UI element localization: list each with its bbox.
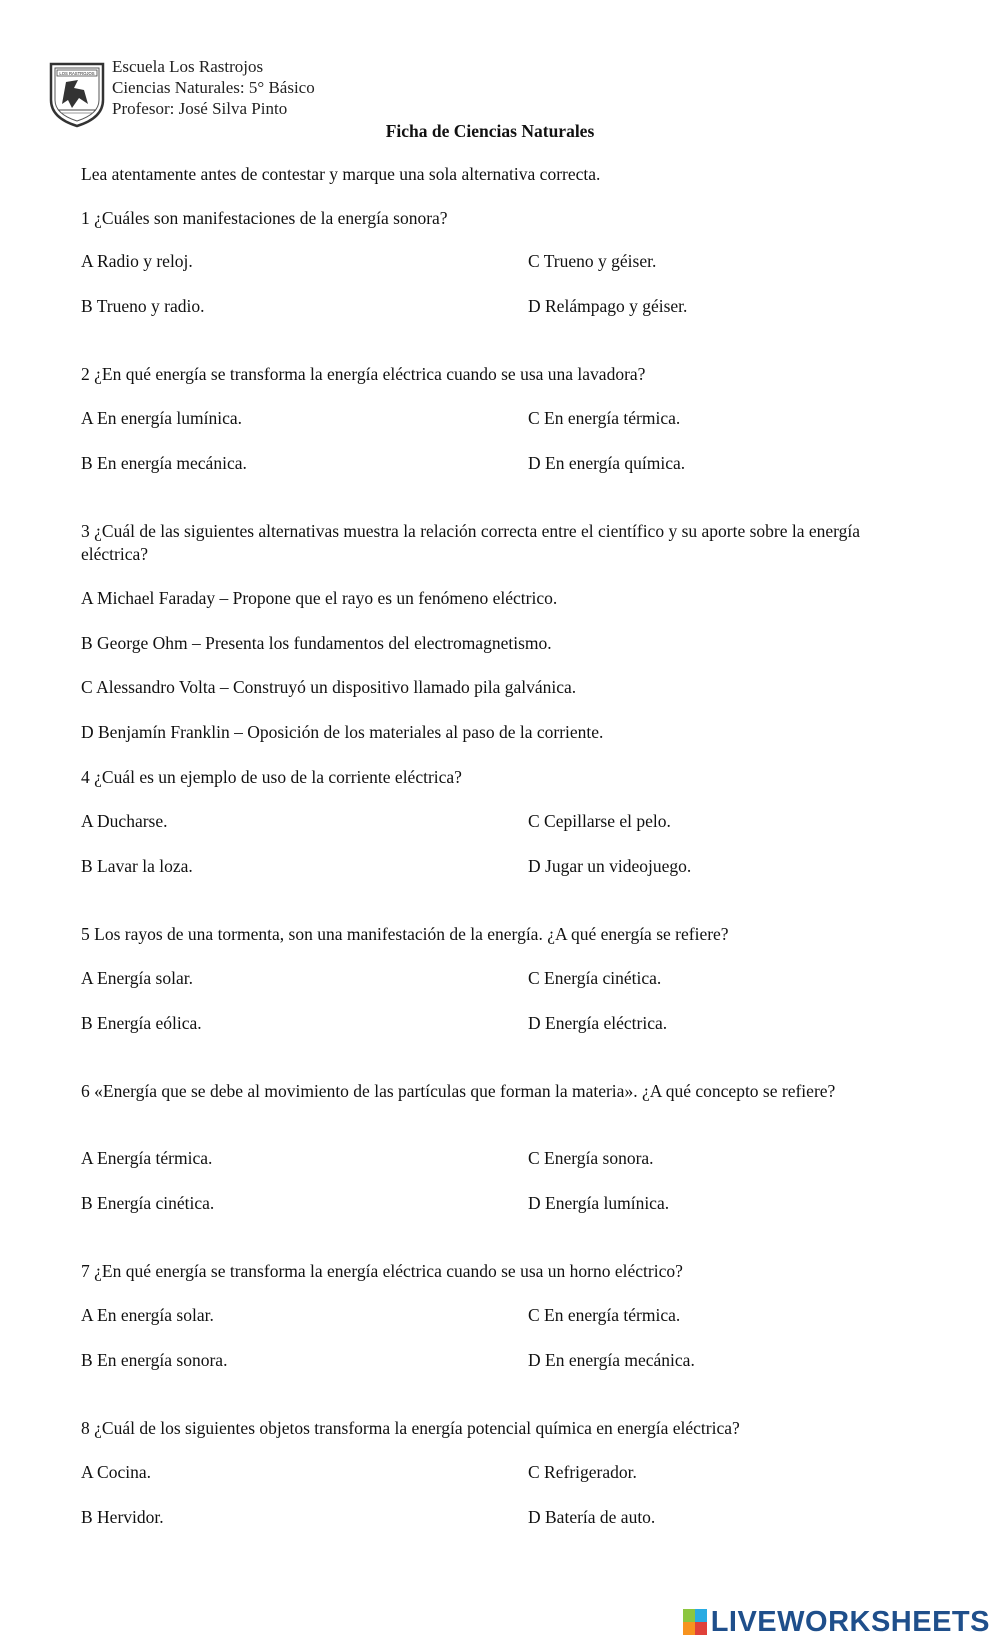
question-4-option-c[interactable]: C Cepillarse el pelo. bbox=[528, 811, 671, 831]
question-1: 1 ¿Cuáles son manifestaciones de la energía sonora? bbox=[81, 208, 448, 228]
question-5-option-a[interactable]: A Energía solar. bbox=[81, 968, 193, 988]
question-8-option-c[interactable]: C Refrigerador. bbox=[528, 1462, 637, 1482]
question-7-option-d[interactable]: D En energía mecánica. bbox=[528, 1350, 695, 1370]
question-4: 4 ¿Cuál es un ejemplo de uso de la corriente eléctrica? bbox=[81, 767, 462, 787]
instructions: Lea atentamente antes de contestar y marque una sola alternativa correcta. bbox=[81, 164, 601, 184]
question-3-option-d[interactable]: D Benjamín Franklin – Oposición de los materiales al paso de la corriente. bbox=[81, 722, 604, 742]
course-name: Ciencias Naturales: 5° Básico bbox=[112, 78, 315, 97]
question-5-option-c[interactable]: C Energía cinética. bbox=[528, 968, 662, 988]
page-title: Ficha de Ciencias Naturales bbox=[385, 121, 595, 141]
question-4-option-d[interactable]: D Jugar un videojuego. bbox=[528, 856, 692, 876]
question-3-option-a[interactable]: A Michael Faraday – Propone que el rayo es un fenómeno eléctrico. bbox=[81, 588, 558, 608]
question-4-option-a[interactable]: A Ducharse. bbox=[81, 811, 168, 831]
question-2: 2 ¿En qué energía se transforma la energía eléctrica cuando se usa una lavadora? bbox=[81, 364, 646, 384]
question-7: 7 ¿En qué energía se transforma la energía eléctrica cuando se usa un horno eléctrico? bbox=[81, 1261, 683, 1281]
liveworksheets-logo-icon bbox=[683, 1609, 707, 1635]
question-3-option-c[interactable]: C Alessandro Volta – Construyó un dispositivo llamado pila galvánica. bbox=[81, 677, 577, 697]
question-7-option-c[interactable]: C En energía térmica. bbox=[528, 1305, 681, 1325]
question-8: 8 ¿Cuál de los siguientes objetos transforma la energía potencial química en energía eléctrica? bbox=[81, 1418, 740, 1438]
question-1-option-c[interactable]: C Trueno y géiser. bbox=[528, 251, 657, 271]
logo-text: LOS RASTROJOS bbox=[59, 71, 95, 76]
school-crest-icon bbox=[48, 60, 106, 128]
badge-tile-orange bbox=[683, 1622, 695, 1635]
teacher-name: Profesor: José Silva Pinto bbox=[112, 99, 288, 118]
school-name: Escuela Los Rastrojos bbox=[112, 57, 264, 76]
question-2-option-c[interactable]: C En energía térmica. bbox=[528, 408, 681, 428]
question-6-option-b[interactable]: B Energía cinética. bbox=[81, 1193, 215, 1213]
question-1-option-a[interactable]: A Radio y reloj. bbox=[81, 251, 193, 271]
question-2-option-a[interactable]: A En energía lumínica. bbox=[81, 408, 243, 428]
badge-tile-red bbox=[695, 1622, 707, 1635]
question-5-option-d[interactable]: D Energía eléctrica. bbox=[528, 1013, 668, 1033]
question-6: 6 «Energía que se debe al movimiento de las partículas que forman la materia». ¿A qué concepto se refiere? bbox=[81, 1081, 836, 1101]
question-3-option-b[interactable]: B George Ohm – Presenta los fundamentos del electromagnetismo. bbox=[81, 633, 552, 653]
question-5: 5 Los rayos de una tormenta, son una manifestación de la energía. ¿A qué energía se refiere? bbox=[81, 924, 729, 944]
question-8-option-a[interactable]: A Cocina. bbox=[81, 1462, 151, 1482]
question-6-option-d[interactable]: D Energía lumínica. bbox=[528, 1193, 670, 1213]
question-2-option-d[interactable]: D En energía química. bbox=[528, 453, 686, 473]
question-7-option-a[interactable]: A En energía solar. bbox=[81, 1305, 214, 1325]
question-6-option-c[interactable]: C Energía sonora. bbox=[528, 1148, 654, 1168]
question-8-option-d[interactable]: D Batería de auto. bbox=[528, 1507, 656, 1527]
question-1-option-b[interactable]: B Trueno y radio. bbox=[81, 296, 205, 316]
question-4-option-b[interactable]: B Lavar la loza. bbox=[81, 856, 193, 876]
liveworksheets-footer bbox=[683, 1607, 990, 1637]
question-5-option-b[interactable]: B Energía eólica. bbox=[81, 1013, 202, 1033]
question-3: 3 ¿Cuál de las siguientes alternativas muestra la relación correcta entre el científico y su aporte sobre la energía eléctrica? bbox=[81, 521, 861, 564]
question-6-option-a[interactable]: A Energía térmica. bbox=[81, 1148, 213, 1168]
question-1-option-d[interactable]: D Relámpago y géiser. bbox=[528, 296, 688, 316]
liveworksheets-brand[interactable]: LIVEWORKSHEETS bbox=[710, 1605, 990, 1638]
question-2-option-b[interactable]: B En energía mecánica. bbox=[81, 453, 247, 473]
badge-tile-green bbox=[683, 1609, 695, 1622]
question-7-option-b[interactable]: B En energía sonora. bbox=[81, 1350, 228, 1370]
badge-tile-blue bbox=[695, 1609, 707, 1622]
question-8-option-b[interactable]: B Hervidor. bbox=[81, 1507, 164, 1527]
